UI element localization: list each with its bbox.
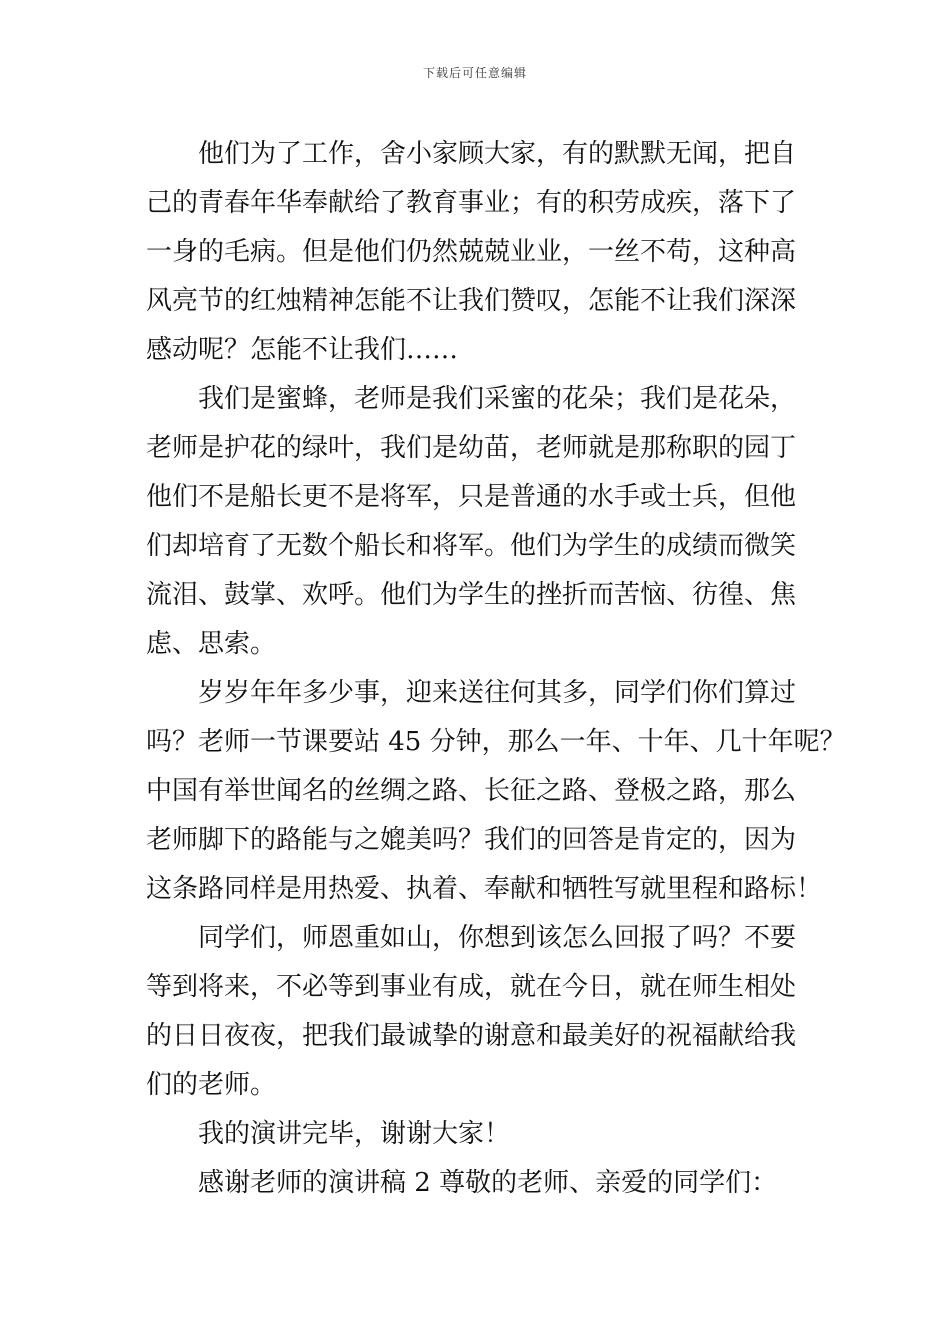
text-line: 感动呢？怎能不让我们…… <box>146 335 459 365</box>
paragraph-4 <box>146 914 816 1110</box>
text-line: 这条路同样是用热爱、执着、奉献和牺牲写就里程和路标！ <box>146 874 823 904</box>
paragraph-6 <box>146 1159 816 1208</box>
text-line: 老师是护花的绿叶，我们是幼苗，老师就是那称职的园丁 <box>146 433 797 463</box>
text-line: 我们是蜜蜂，老师是我们采蜜的花朵；我们是花朵， <box>198 384 797 414</box>
paragraph-5 <box>146 1110 816 1159</box>
text-line: 流泪、鼓掌、欢呼。他们为学生的挫折而苦恼、彷徨、焦 <box>146 580 797 610</box>
text-line: 风亮节的红烛精神怎能不让我们赞叹，怎能不让我们深深 <box>146 286 797 316</box>
paragraph-1 <box>146 130 816 375</box>
document-body <box>146 130 846 1208</box>
paragraph-3 <box>146 669 846 914</box>
text-line: 一身的毛病。但是他们仍然兢兢业业，一丝不苟，这种高 <box>146 237 797 267</box>
text-line: 他们为了工作，舍小家顾大家，有的默默无闻，把自 <box>198 139 797 169</box>
text-line: 岁岁年年多少事，迎来送往何其多，同学们你们算过 <box>198 678 797 708</box>
text-line: 己的青春年华奉献给了教育事业；有的积劳成疾，落下了 <box>146 188 797 218</box>
text-line: 老师脚下的路能与之媲美吗？我们的回答是肯定的，因为 <box>146 825 797 855</box>
text-line: 们的老师。 <box>146 1070 277 1100</box>
text-line: 等到将来，不必等到事业有成，就在今日，就在师生相处 <box>146 972 797 1002</box>
page-header-watermark: 下载后可任意编辑 <box>422 66 527 80</box>
paragraph-2 <box>146 375 816 669</box>
text-line: 们却培育了无数个船长和将军。他们为学生的成绩而微笑 <box>146 531 797 561</box>
text-line: 他们不是船长更不是将军，只是普通的水手或士兵，但他 <box>146 482 797 512</box>
text-line: 的日日夜夜，把我们最诚挚的谢意和最美好的祝福献给我 <box>146 1021 797 1051</box>
text-line: 感谢老师的演讲稿 2 尊敬的老师、亲爱的同学们： <box>198 1168 778 1198</box>
text-line: 我的演讲完毕，谢谢大家！ <box>198 1119 511 1149</box>
text-line: 虑、思索。 <box>146 629 277 659</box>
text-line: 吗？老师一节课要站 45 分钟，那么一年、十年、几十年呢？ <box>146 727 846 757</box>
text-line: 同学们，师恩重如山，你想到该怎么回报了吗？不要 <box>198 923 797 953</box>
text-line: 中国有举世闻名的丝绸之路、长征之路、登极之路，那么 <box>146 776 797 806</box>
